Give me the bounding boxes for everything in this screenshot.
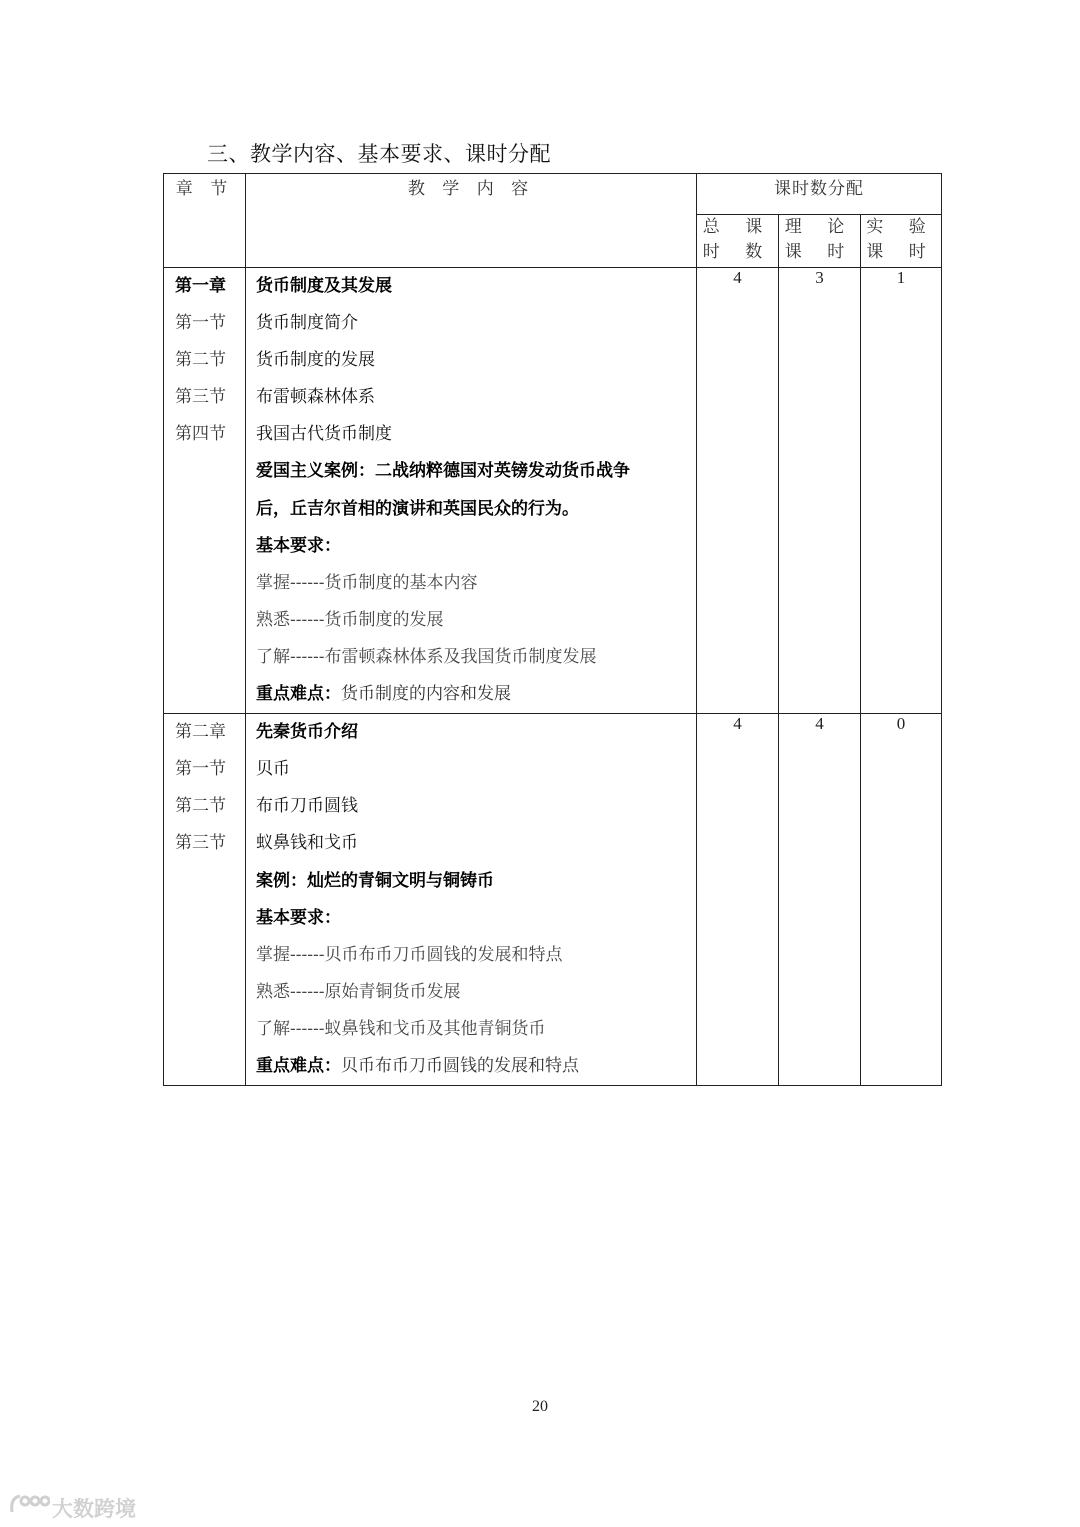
header-total-line: 时 数 [702, 242, 773, 262]
section-title: 贝币 [256, 759, 290, 780]
lab-hours-cell: 0 [861, 714, 942, 1086]
section-label: 第三节 [175, 833, 226, 854]
requirement-line: 了解------蚁鼻钱和戈币及其他青铜货币 [256, 1018, 546, 1039]
content-cell [246, 268, 697, 714]
section-label: 第一节 [175, 759, 226, 780]
section-label: 第一节 [175, 313, 226, 334]
section-heading: 三、教学内容、基本要求、课时分配 [207, 142, 551, 166]
section-title: 蚁鼻钱和戈币 [256, 833, 358, 854]
table-body [164, 268, 942, 1086]
chapter-label: 第一章 [175, 276, 226, 296]
requirement-line: 掌握------货币制度的基本内容 [256, 572, 478, 593]
requirement-line: 掌握------贝币布币刀币圆钱的发展和特点 [256, 944, 563, 965]
course-schedule-table [163, 173, 942, 1086]
theory-hours-cell: 3 [779, 268, 861, 714]
watermark-text: 大数跨境 [52, 1497, 136, 1521]
table-row [164, 714, 942, 1086]
key-points-line [246, 676, 696, 713]
key-points-line [246, 1048, 696, 1085]
chapter-cell [164, 714, 246, 1086]
key-points-text: 贝币布币刀币圆钱的发展和特点 [341, 1055, 579, 1076]
section-title: 我国古代货币制度 [256, 424, 392, 445]
requirement-line: 了解------布雷顿森林体系及我国货币制度发展 [256, 646, 597, 667]
section-title: 货币制度简介 [256, 313, 358, 334]
chapter-title: 先秦货币介绍 [256, 722, 358, 743]
chapter-label: 第二章 [175, 722, 226, 743]
highlight-line: 案例：灿烂的青铜文明与铜铸币 [256, 870, 494, 891]
section-title: 货币制度的发展 [256, 350, 375, 371]
header-theory-line: 理 论 [784, 217, 855, 237]
watermark-logo [8, 1491, 158, 1521]
header-total-line: 总 课 [702, 217, 773, 237]
theory-hours-cell: 4 [779, 714, 861, 1086]
highlight-line: 基本要求： [256, 535, 341, 556]
key-points-label: 重点难点： [256, 684, 341, 705]
key-points-text: 货币制度的内容和发展 [341, 684, 511, 705]
content-cell [246, 714, 697, 1086]
header-lab-line: 课 时 [866, 242, 936, 262]
section-label: 第三节 [175, 387, 226, 408]
watermark-icon [8, 1492, 50, 1520]
page-number: 20 [532, 1398, 548, 1415]
chapter-title: 货币制度及其发展 [256, 276, 392, 296]
header-lab-line: 实 验 [866, 217, 936, 237]
key-points-label: 重点难点： [256, 1055, 341, 1076]
section-title: 布雷顿森林体系 [256, 387, 375, 408]
section-label: 第二节 [175, 350, 226, 371]
lab-hours-cell: 1 [861, 268, 942, 714]
section-label: 第四节 [175, 424, 226, 445]
total-hours-cell: 4 [697, 268, 779, 714]
section-title: 布币刀币圆钱 [256, 796, 358, 817]
header-theory-hours [779, 215, 861, 268]
total-hours-cell: 4 [697, 714, 779, 1086]
chapter-cell [164, 268, 246, 714]
header-lab-hours [861, 215, 942, 268]
header-total-hours [697, 215, 779, 268]
header-hours-group: 课时数分配 [697, 174, 942, 215]
header-chapter: 章 节 [164, 174, 246, 268]
highlight-line: 后，丘吉尔首相的演讲和英国民众的行为。 [256, 498, 579, 519]
table-row [164, 268, 942, 714]
highlight-line: 爱国主义案例：二战纳粹德国对英镑发动货币战争 [256, 461, 630, 482]
header-content: 教 学 内 容 [246, 174, 697, 268]
requirement-line: 熟悉------货币制度的发展 [256, 609, 444, 630]
header-theory-line: 课 时 [784, 242, 855, 262]
section-label: 第二节 [175, 796, 226, 817]
requirement-line: 熟悉------原始青铜货币发展 [256, 981, 461, 1002]
highlight-line: 基本要求： [256, 907, 341, 928]
